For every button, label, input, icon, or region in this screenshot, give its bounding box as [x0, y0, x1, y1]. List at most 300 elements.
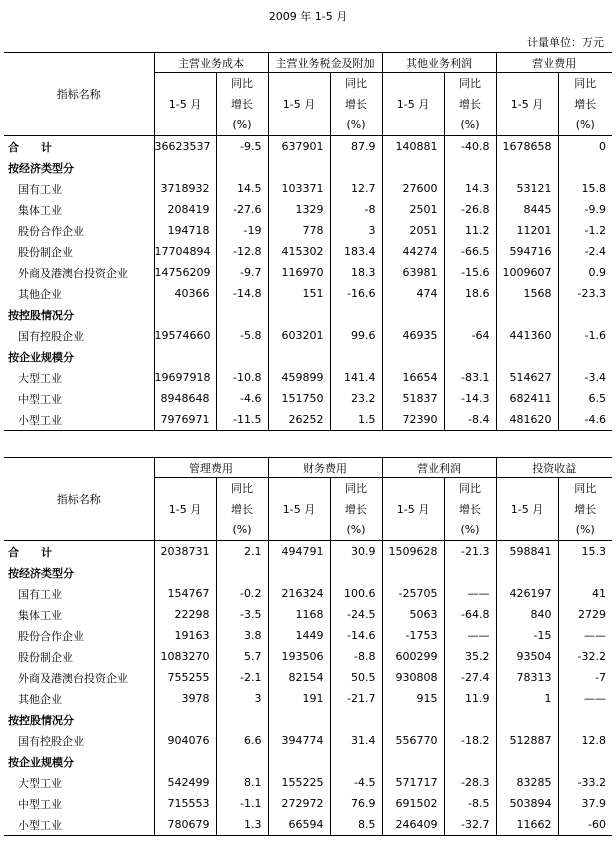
data-cell: 503894: [496, 793, 558, 814]
data-cell: [154, 304, 216, 325]
table-row: [4, 262, 612, 283]
data-cell: [382, 709, 444, 730]
data-cell: [382, 562, 444, 583]
percent-header: (%): [216, 115, 268, 136]
data-cell: -1753: [382, 625, 444, 646]
data-cell: 2.1: [216, 541, 268, 563]
data-cell: -3.4: [558, 367, 612, 388]
data-cell: 14.5: [216, 178, 268, 199]
data-cell: -10.8: [216, 367, 268, 388]
row-label: 合 计: [8, 545, 52, 559]
data-cell: [382, 751, 444, 772]
period-header: 1-5 月: [382, 478, 444, 541]
data-cell: 1568: [496, 283, 558, 304]
table-row: [4, 646, 612, 667]
data-cell: [558, 709, 612, 730]
data-cell: 30.9: [330, 541, 382, 563]
table-expenses-profit: [4, 457, 612, 836]
data-cell: [558, 346, 612, 367]
data-cell: 11.2: [444, 220, 496, 241]
data-cell: 18.6: [444, 283, 496, 304]
column-group-header: 营业费用: [496, 53, 612, 73]
data-cell: 556770: [382, 730, 444, 751]
table-row: [4, 157, 612, 178]
data-cell: 41: [558, 583, 612, 604]
period-header: 1-5 月: [496, 478, 558, 541]
row-label: 国有控股企业: [18, 734, 84, 748]
data-cell: 46935: [382, 325, 444, 346]
data-cell: 1.3: [216, 814, 268, 836]
data-cell: 3: [216, 688, 268, 709]
data-cell: 915: [382, 688, 444, 709]
data-cell: [330, 562, 382, 583]
data-cell: 603201: [268, 325, 330, 346]
data-cell: 103371: [268, 178, 330, 199]
data-cell: 44274: [382, 241, 444, 262]
data-cell: 12.7: [330, 178, 382, 199]
data-cell: 542499: [154, 772, 216, 793]
data-cell: 272972: [268, 793, 330, 814]
data-cell: -0.2: [216, 583, 268, 604]
data-cell: 76.9: [330, 793, 382, 814]
indicator-header: 指标名称: [4, 53, 154, 136]
data-cell: 474: [382, 283, 444, 304]
row-label: 按企业规模分: [8, 755, 74, 769]
data-cell: -16.6: [330, 283, 382, 304]
data-cell: 1168: [268, 604, 330, 625]
data-cell: [558, 751, 612, 772]
data-cell: 0: [558, 136, 612, 158]
table-row: [4, 772, 612, 793]
table-row: [4, 793, 612, 814]
data-cell: 18.3: [330, 262, 382, 283]
data-cell: [268, 709, 330, 730]
data-cell: 11.9: [444, 688, 496, 709]
data-cell: [496, 562, 558, 583]
data-cell: [216, 304, 268, 325]
data-cell: 1678658: [496, 136, 558, 158]
yoy-header: 同比: [216, 73, 268, 94]
data-cell: 66594: [268, 814, 330, 836]
data-cell: 6.5: [558, 388, 612, 409]
data-cell: 637901: [268, 136, 330, 158]
data-cell: 571717: [382, 772, 444, 793]
data-cell: -8.4: [444, 409, 496, 431]
data-cell: 93504: [496, 646, 558, 667]
data-cell: [496, 751, 558, 772]
data-cell: 780679: [154, 814, 216, 836]
row-label: 中型工业: [18, 392, 62, 406]
yoy-header: 同比: [330, 73, 382, 94]
table-row: [4, 199, 612, 220]
data-cell: -2.1: [216, 667, 268, 688]
period-header: 1-5 月: [382, 73, 444, 136]
data-cell: 715553: [154, 793, 216, 814]
data-cell: [558, 304, 612, 325]
percent-header: (%): [216, 520, 268, 541]
data-cell: 63981: [382, 262, 444, 283]
data-cell: [268, 562, 330, 583]
table-row: [4, 562, 612, 583]
data-cell: 53121: [496, 178, 558, 199]
row-label: 外商及港澳台投资企业: [18, 266, 128, 280]
data-cell: 1083270: [154, 646, 216, 667]
data-cell: 35.2: [444, 646, 496, 667]
data-cell: 154767: [154, 583, 216, 604]
data-cell: 208419: [154, 199, 216, 220]
data-cell: 594716: [496, 241, 558, 262]
data-cell: -4.6: [216, 388, 268, 409]
data-cell: 514627: [496, 367, 558, 388]
data-cell: 3718932: [154, 178, 216, 199]
data-cell: 7976971: [154, 409, 216, 431]
data-cell: 23.2: [330, 388, 382, 409]
data-cell: 82154: [268, 667, 330, 688]
percent-header: (%): [444, 520, 496, 541]
data-cell: 216324: [268, 583, 330, 604]
row-label: 大型工业: [18, 776, 62, 790]
table-row: [4, 325, 612, 346]
table-row: [4, 367, 612, 388]
data-cell: -8: [330, 199, 382, 220]
percent-header: (%): [558, 115, 612, 136]
data-cell: 1509628: [382, 541, 444, 563]
yoy-header: 同比: [558, 478, 612, 499]
unit-label: 计量单位：万元: [527, 36, 604, 49]
data-cell: 31.4: [330, 730, 382, 751]
data-cell: 99.6: [330, 325, 382, 346]
data-cell: [216, 346, 268, 367]
data-cell: 37.9: [558, 793, 612, 814]
data-cell: 193506: [268, 646, 330, 667]
table-row: [4, 388, 612, 409]
data-cell: -12.8: [216, 241, 268, 262]
data-cell: [154, 562, 216, 583]
data-cell: 459899: [268, 367, 330, 388]
data-cell: 40366: [154, 283, 216, 304]
data-cell: -27.6: [216, 199, 268, 220]
data-cell: [382, 304, 444, 325]
data-cell: [216, 157, 268, 178]
data-cell: ——: [558, 625, 612, 646]
indicator-header: 指标名称: [4, 458, 154, 541]
column-group-header: 营业利润: [382, 458, 496, 478]
column-group-header: 财务费用: [268, 458, 382, 478]
data-cell: -4.6: [558, 409, 612, 431]
row-label: 按经济类型分: [8, 566, 74, 580]
row-label: 股份合作企业: [18, 629, 84, 643]
report-title: 2009 年 1-5 月: [268, 10, 348, 23]
data-cell: 441360: [496, 325, 558, 346]
percent-header: (%): [558, 520, 612, 541]
table-row: [4, 688, 612, 709]
growth-header: 增长: [558, 94, 612, 115]
table-row: [4, 304, 612, 325]
row-label: 股份制企业: [18, 245, 73, 259]
data-cell: -64.8: [444, 604, 496, 625]
data-cell: [444, 304, 496, 325]
data-cell: [496, 157, 558, 178]
data-cell: 26252: [268, 409, 330, 431]
data-cell: 183.4: [330, 241, 382, 262]
data-cell: [216, 709, 268, 730]
row-label: 国有工业: [18, 587, 62, 601]
data-cell: 778: [268, 220, 330, 241]
data-cell: [154, 346, 216, 367]
data-cell: 494791: [268, 541, 330, 563]
table-row: [4, 283, 612, 304]
data-cell: -5.8: [216, 325, 268, 346]
data-cell: 78313: [496, 667, 558, 688]
row-label: 小型工业: [4, 409, 154, 431]
growth-header: 增长: [444, 499, 496, 520]
data-cell: -25705: [382, 583, 444, 604]
data-cell: [154, 751, 216, 772]
data-cell: -14.8: [216, 283, 268, 304]
data-cell: 194718: [154, 220, 216, 241]
data-cell: 14.3: [444, 178, 496, 199]
data-cell: 904076: [154, 730, 216, 751]
data-cell: 51837: [382, 388, 444, 409]
row-label: 外商及港澳台投资企业: [18, 671, 128, 685]
table-row: [4, 625, 612, 646]
data-cell: -8.5: [444, 793, 496, 814]
data-cell: -14.6: [330, 625, 382, 646]
data-cell: 598841: [496, 541, 558, 563]
data-cell: -1.6: [558, 325, 612, 346]
data-cell: 141.4: [330, 367, 382, 388]
row-label: 集体工业: [18, 608, 62, 622]
yoy-header: 同比: [558, 73, 612, 94]
data-cell: 151750: [268, 388, 330, 409]
growth-header: 增长: [330, 94, 382, 115]
row-label: 小型工业: [4, 814, 154, 836]
data-cell: 682411: [496, 388, 558, 409]
percent-header: (%): [330, 520, 382, 541]
data-cell: -1.1: [216, 793, 268, 814]
data-cell: 930808: [382, 667, 444, 688]
data-cell: 8445: [496, 199, 558, 220]
data-cell: 600299: [382, 646, 444, 667]
table-row: [4, 667, 612, 688]
data-cell: [330, 346, 382, 367]
data-cell: 100.6: [330, 583, 382, 604]
period-header: 1-5 月: [154, 73, 216, 136]
data-cell: [268, 157, 330, 178]
data-cell: 8.5: [330, 814, 382, 836]
data-cell: -24.5: [330, 604, 382, 625]
table-row: [4, 541, 612, 563]
period-header: 1-5 月: [268, 73, 330, 136]
data-cell: 36623537: [154, 136, 216, 158]
data-cell: -15: [496, 625, 558, 646]
data-cell: 5063: [382, 604, 444, 625]
data-cell: 155225: [268, 772, 330, 793]
data-cell: 481620: [496, 409, 558, 431]
column-group-header: 其他业务利润: [382, 53, 496, 73]
table-row: [4, 178, 612, 199]
data-cell: [496, 346, 558, 367]
table-row: [4, 220, 612, 241]
data-cell: 14756209: [154, 262, 216, 283]
data-cell: 15.3: [558, 541, 612, 563]
data-cell: [382, 346, 444, 367]
data-cell: [444, 751, 496, 772]
data-cell: [268, 304, 330, 325]
period-header: 1-5 月: [496, 73, 558, 136]
data-cell: 27600: [382, 178, 444, 199]
data-cell: -18.2: [444, 730, 496, 751]
row-label: 其他企业: [18, 692, 62, 706]
data-cell: 15.8: [558, 178, 612, 199]
data-cell: -2.4: [558, 241, 612, 262]
table-costs-taxes: [4, 52, 612, 431]
data-cell: -60: [558, 814, 612, 836]
data-cell: ——: [444, 583, 496, 604]
row-label: 其他企业: [18, 287, 62, 301]
table-row: [4, 751, 612, 772]
row-label: 股份制企业: [18, 650, 73, 664]
data-cell: 151: [268, 283, 330, 304]
data-cell: 87.9: [330, 136, 382, 158]
data-cell: -9.9: [558, 199, 612, 220]
data-cell: [330, 304, 382, 325]
data-cell: 6.6: [216, 730, 268, 751]
data-cell: -21.3: [444, 541, 496, 563]
row-label: 按企业规模分: [8, 350, 74, 364]
column-group-header: 主营业务成本: [154, 53, 268, 73]
data-cell: -66.5: [444, 241, 496, 262]
row-label: 大型工业: [18, 371, 62, 385]
table-row: [4, 346, 612, 367]
data-cell: 3.8: [216, 625, 268, 646]
data-cell: 512887: [496, 730, 558, 751]
data-cell: -33.2: [558, 772, 612, 793]
data-cell: -14.3: [444, 388, 496, 409]
data-cell: -3.5: [216, 604, 268, 625]
data-cell: -1.2: [558, 220, 612, 241]
data-cell: 415302: [268, 241, 330, 262]
data-cell: 246409: [382, 814, 444, 836]
data-cell: -19: [216, 220, 268, 241]
data-cell: -26.8: [444, 199, 496, 220]
table-row: [4, 709, 612, 730]
data-cell: [382, 157, 444, 178]
data-cell: -9.5: [216, 136, 268, 158]
data-cell: [444, 562, 496, 583]
row-label: 按经济类型分: [8, 161, 74, 175]
data-cell: -4.5: [330, 772, 382, 793]
table-row: [4, 730, 612, 751]
data-cell: 22298: [154, 604, 216, 625]
data-cell: -7: [558, 667, 612, 688]
table-row: [4, 604, 612, 625]
data-cell: [496, 709, 558, 730]
row-label: 股份合作企业: [18, 224, 84, 238]
data-cell: 72390: [382, 409, 444, 431]
data-cell: [216, 751, 268, 772]
column-group-header: 管理费用: [154, 458, 268, 478]
table-row: [4, 241, 612, 262]
data-cell: 1329: [268, 199, 330, 220]
data-cell: -21.7: [330, 688, 382, 709]
data-cell: -64: [444, 325, 496, 346]
data-cell: 2729: [558, 604, 612, 625]
growth-header: 增长: [444, 94, 496, 115]
row-label: 按控股情况分: [8, 308, 74, 322]
yoy-header: 同比: [444, 478, 496, 499]
data-cell: -32.2: [558, 646, 612, 667]
data-cell: 50.5: [330, 667, 382, 688]
data-cell: 116970: [268, 262, 330, 283]
data-cell: [558, 157, 612, 178]
data-cell: 11662: [496, 814, 558, 836]
data-cell: -23.3: [558, 283, 612, 304]
data-cell: 140881: [382, 136, 444, 158]
data-cell: 755255: [154, 667, 216, 688]
percent-header: (%): [444, 115, 496, 136]
data-cell: 1449: [268, 625, 330, 646]
data-cell: [330, 709, 382, 730]
data-cell: ——: [558, 688, 612, 709]
data-cell: 17704894: [154, 241, 216, 262]
row-label: 集体工业: [18, 203, 62, 217]
table-row: [4, 814, 612, 836]
data-cell: ——: [444, 625, 496, 646]
row-label: 国有控股企业: [18, 329, 84, 343]
data-cell: 19163: [154, 625, 216, 646]
yoy-header: 同比: [444, 73, 496, 94]
column-group-header: 投资收益: [496, 458, 612, 478]
data-cell: 2038731: [154, 541, 216, 563]
data-cell: [154, 709, 216, 730]
data-cell: 0.9: [558, 262, 612, 283]
period-header: 1-5 月: [268, 478, 330, 541]
data-cell: -11.5: [216, 409, 268, 431]
data-cell: 394774: [268, 730, 330, 751]
growth-header: 增长: [558, 499, 612, 520]
yoy-header: 同比: [216, 478, 268, 499]
data-cell: -40.8: [444, 136, 496, 158]
data-cell: 16654: [382, 367, 444, 388]
data-cell: 3: [330, 220, 382, 241]
data-cell: -28.3: [444, 772, 496, 793]
data-cell: 8948648: [154, 388, 216, 409]
column-group-header: 主营业务税金及附加: [268, 53, 382, 73]
data-cell: 2051: [382, 220, 444, 241]
data-cell: 83285: [496, 772, 558, 793]
data-cell: 1: [496, 688, 558, 709]
data-cell: [444, 157, 496, 178]
data-cell: [496, 304, 558, 325]
data-cell: [268, 751, 330, 772]
data-cell: 840: [496, 604, 558, 625]
data-cell: 1009607: [496, 262, 558, 283]
data-cell: 12.8: [558, 730, 612, 751]
data-cell: 19697918: [154, 367, 216, 388]
row-label: 合 计: [8, 140, 52, 154]
table-row: [4, 409, 612, 431]
data-cell: -15.6: [444, 262, 496, 283]
data-cell: -83.1: [444, 367, 496, 388]
row-label: 国有工业: [18, 182, 62, 196]
data-cell: [330, 751, 382, 772]
data-cell: 8.1: [216, 772, 268, 793]
data-cell: [330, 157, 382, 178]
data-cell: 5.7: [216, 646, 268, 667]
yoy-header: 同比: [330, 478, 382, 499]
data-cell: [444, 346, 496, 367]
